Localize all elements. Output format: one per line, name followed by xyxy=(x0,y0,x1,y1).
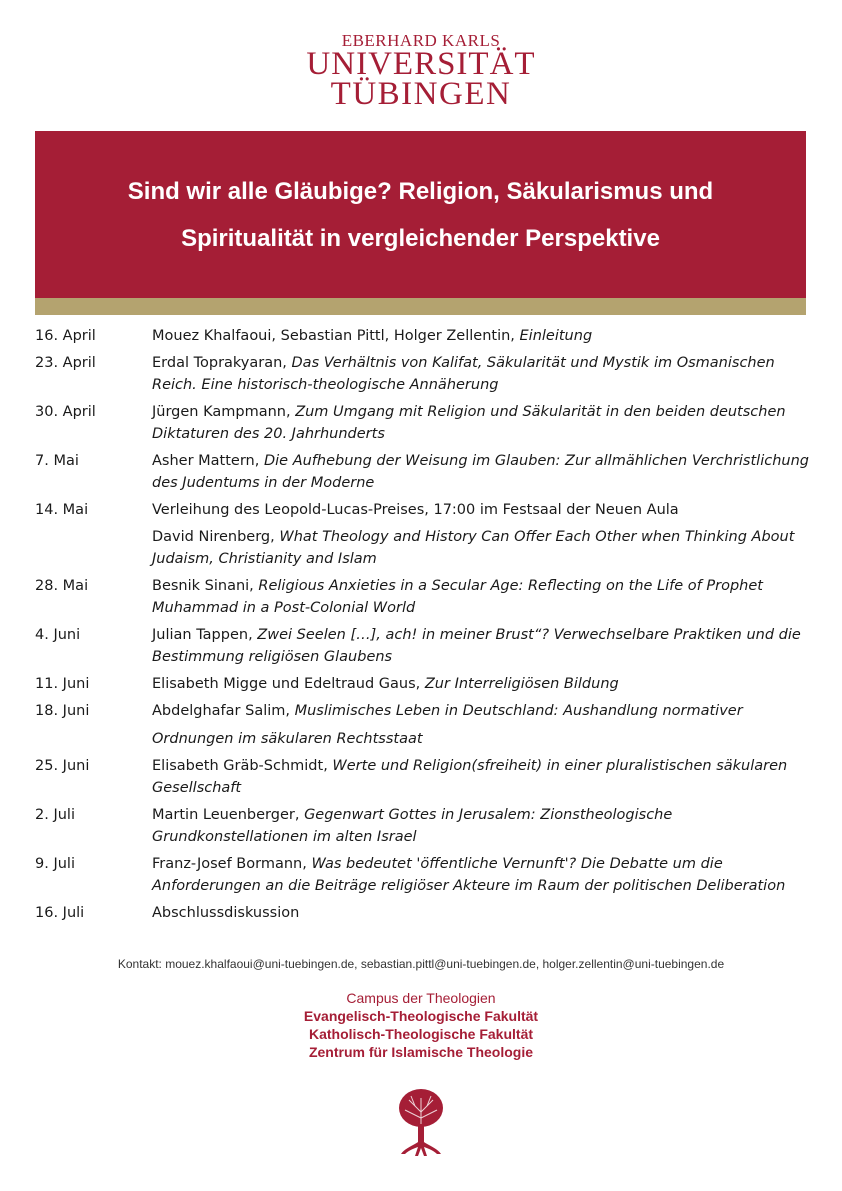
program-date: 16. April xyxy=(35,328,96,344)
tree-emblem-icon xyxy=(395,1088,447,1158)
program-row xyxy=(35,325,815,347)
program-speakers: Elisabeth Migge und Edeltraud Gaus, xyxy=(152,676,425,692)
university-logo xyxy=(0,31,842,112)
program-date: 23. April xyxy=(35,355,96,371)
program-row xyxy=(35,575,815,619)
program-date: 4. Juni xyxy=(35,627,81,643)
program-title: Werte und Religion(sfreiheit) in einer pluralistischen säkularen Gesellschaft xyxy=(152,758,788,796)
faculty-name: Katholisch-Theologische Fakultät xyxy=(308,1026,534,1042)
program-row xyxy=(35,853,815,897)
program-speakers: Martin Leuenberger, xyxy=(152,807,305,823)
program-row xyxy=(35,499,815,521)
title-line-1: Sind wir alle Gläubige? Religion, Säkularismus und xyxy=(127,177,714,205)
program-speakers: Besnik Sinani, xyxy=(152,578,259,594)
program-row xyxy=(35,401,815,445)
program-title: Zwei Seelen […], ach! in meiner Brust“? Verwechselbare Praktiken und die Bestimmung religiösen Glaubens xyxy=(152,627,801,665)
program-speakers: Abdelghafar Salim, xyxy=(152,703,295,719)
program-speakers: Verleihung des Leopold-Lucas-Preises, 17:00 im Festsaal der Neuen Aula xyxy=(152,502,679,518)
program-title: Gegenwart Gottes in Jerusalem: Zionstheologische Grundkonstellationen im alten Israel xyxy=(152,807,673,845)
program-date: 11. Juni xyxy=(35,676,90,692)
program-speakers: Erdal Toprakyaran, xyxy=(152,355,292,371)
program-row xyxy=(35,755,815,799)
program-title: Zur Interreligiösen Bildung xyxy=(424,676,619,692)
title-banner xyxy=(35,131,806,298)
program-row xyxy=(35,673,815,695)
program-speakers: Asher Mattern, xyxy=(152,453,264,469)
gold-divider xyxy=(35,298,806,315)
program-row xyxy=(35,804,815,848)
program-speakers: Julian Tappen, xyxy=(152,627,258,643)
campus-heading: Campus der Theologien xyxy=(346,990,496,1006)
program-title-continued: Ordnungen im säkularen Rechtsstaat xyxy=(152,731,423,747)
contact-line: Kontakt: mouez.khalfaoui@uni-tuebingen.de, sebastian.pittl@uni-tuebingen.de, holger.zellentin@uni-tuebingen.de xyxy=(117,957,725,971)
program-title: Zum Umgang mit Religion und Säkularität in den beiden deutschen Diktaturen des 20. Jahrhunderts xyxy=(152,404,786,442)
program-date: 2. Juli xyxy=(35,807,75,823)
program-speakers: Abschlussdiskussion xyxy=(152,905,300,921)
logo-line-2: UNIVERSITÄT xyxy=(306,46,536,82)
program-title: Was bedeutet 'öffentliche Vernunft'? Die Debatte um die Anforderungen an die Beiträge religiöser Akteure im Raum der politischen Deliberation xyxy=(152,856,786,894)
program-speakers: Franz-Josef Bormann, xyxy=(152,856,312,872)
program-speakers: Mouez Khalfaoui, Sebastian Pittl, Holger Zellentin, xyxy=(152,328,520,344)
campus-block xyxy=(0,989,842,1061)
program-row xyxy=(35,902,815,924)
faculty-name: Zentrum für Islamische Theologie xyxy=(308,1044,534,1060)
program-speakers: Jürgen Kampmann, xyxy=(152,404,296,420)
program-title: What Theology and History Can Offer Each Other when Thinking About Judaism, Christianity and Islam xyxy=(152,529,795,567)
program-speakers: Elisabeth Gräb-Schmidt, xyxy=(152,758,333,774)
program-row xyxy=(35,526,815,570)
program-date: 14. Mai xyxy=(35,502,89,518)
title-line-2: Spiritualität in vergleichender Perspektive xyxy=(181,224,660,252)
program-date: 28. Mai xyxy=(35,578,89,594)
page-title xyxy=(71,168,771,262)
program-list xyxy=(35,325,815,929)
program-date: 18. Juni xyxy=(35,703,90,719)
program-title: Die Aufhebung der Weisung im Glauben: Zur allmählichen Verchristlichung des Judentums in der Moderne xyxy=(152,453,809,491)
program-row xyxy=(35,700,815,750)
faculty-name: Evangelisch-Theologische Fakultät xyxy=(303,1008,539,1024)
program-date: 9. Juli xyxy=(35,856,75,872)
program-title: Das Verhältnis von Kalifat, Säkularität und Mystik im Osmanischen Reich. Eine historisch-theologische Annäherung xyxy=(152,355,775,393)
program-date: 25. Juni xyxy=(35,758,90,774)
program-title: Muslimisches Leben in Deutschland: Aushandlung normativer xyxy=(294,703,743,719)
logo-line-1: EBERHARD KARLS xyxy=(341,31,501,50)
program-row xyxy=(35,352,815,396)
program-date: 30. April xyxy=(35,404,96,420)
program-title: Einleitung xyxy=(519,328,593,344)
program-speakers: David Nirenberg, xyxy=(152,529,280,545)
program-date: 16. Juli xyxy=(35,905,85,921)
program-row xyxy=(35,624,815,668)
program-row xyxy=(35,450,815,494)
program-date: 7. Mai xyxy=(35,453,79,469)
program-title: Religious Anxieties in a Secular Age: Reflecting on the Life of Prophet Muhammad in a Post-Colonial World xyxy=(152,578,763,616)
program-date xyxy=(35,526,152,570)
logo-line-3: TÜBINGEN xyxy=(330,76,512,112)
